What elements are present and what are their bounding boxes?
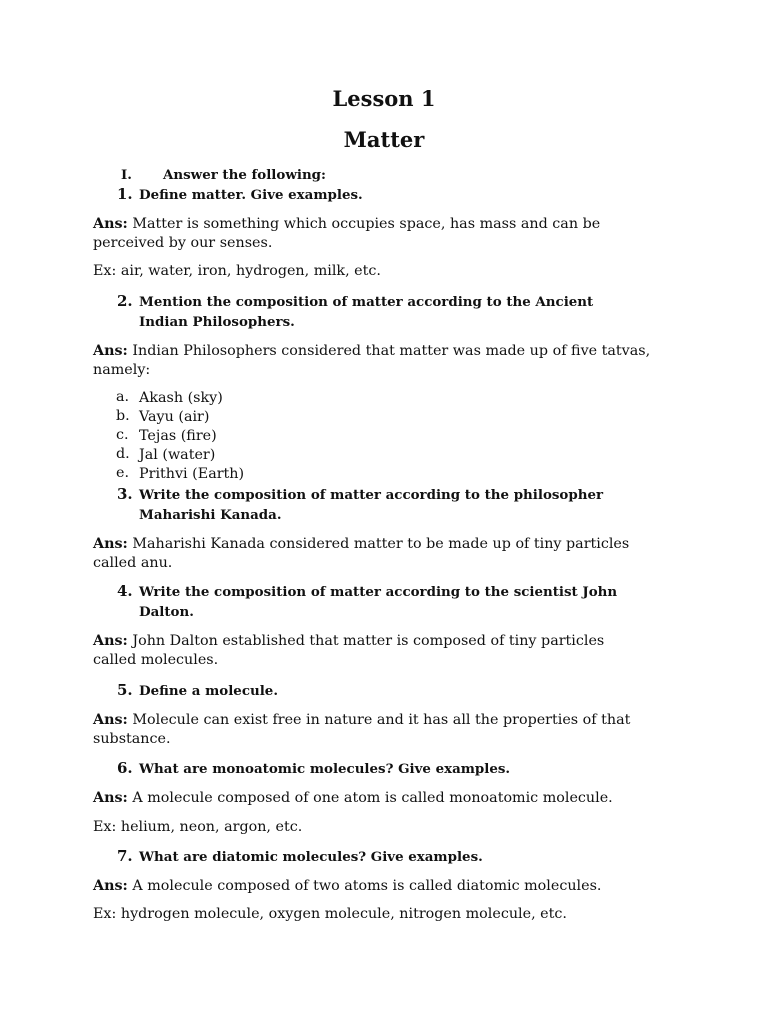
answer-text: Indian Philosophers considered that matter was made up of five tatvas,	[132, 343, 651, 359]
list-item-text: Akash (sky)	[139, 390, 223, 406]
answer-line	[93, 342, 650, 361]
answer-text: called molecules.	[93, 652, 219, 668]
section-heading: Answer the following:	[163, 167, 326, 183]
answer-line	[93, 789, 613, 808]
question-text: Maharishi Kanada.	[139, 507, 282, 523]
answer-line	[93, 877, 601, 896]
answer-text: namely:	[93, 362, 151, 378]
answer-label: Ans:	[93, 878, 128, 894]
question-number: 1.	[117, 185, 133, 203]
answer-text: Maharishi Kanada considered matter to be made up of tiny particles	[132, 536, 630, 552]
example-text: Ex: air, water, iron, hydrogen, milk, etc.	[93, 263, 381, 279]
example-text: Ex: helium, neon, argon, etc.	[93, 819, 303, 835]
list-item-text: Vayu (air)	[139, 409, 210, 425]
question-text: Write the composition of matter according to the philosopher	[139, 487, 604, 503]
answer-text: John Dalton established that matter is composed of tiny particles	[132, 633, 605, 649]
answer-line	[93, 535, 629, 554]
answer-text: Molecule can exist free in nature and it has all the properties of that	[132, 712, 631, 728]
answer-text: A molecule composed of two atoms is called diatomic molecules.	[132, 878, 602, 894]
answer-text: called anu.	[93, 555, 173, 571]
answer-line	[93, 215, 600, 234]
lesson-title: Lesson 1	[332, 86, 436, 111]
list-item-label: d.	[116, 446, 130, 462]
answer-text: perceived by our senses.	[93, 235, 273, 251]
list-item-label: e.	[116, 465, 130, 481]
question-text: Define matter. Give examples.	[139, 187, 363, 203]
answer-text: A molecule composed of one atom is called monoatomic molecule.	[132, 790, 613, 806]
question-number: 4.	[117, 582, 133, 600]
section-numeral: I.	[121, 167, 132, 183]
example-text: Ex: hydrogen molecule, oxygen molecule, nitrogen molecule, etc.	[93, 906, 567, 922]
question-text: Dalton.	[139, 604, 194, 620]
answer-label: Ans:	[93, 216, 128, 232]
question-text: Define a molecule.	[139, 683, 278, 699]
question-number: 5.	[117, 681, 133, 699]
question-text: What are monoatomic molecules? Give examples.	[139, 761, 511, 777]
question-number: 3.	[117, 485, 133, 503]
answer-label: Ans:	[93, 633, 128, 649]
list-item-text: Jal (water)	[139, 447, 216, 463]
answer-label: Ans:	[93, 790, 128, 806]
list-item-label: c.	[116, 427, 129, 443]
question-text: Indian Philosophers.	[139, 314, 295, 330]
question-text: Write the composition of matter according to the scientist John	[139, 584, 618, 600]
question-number: 7.	[117, 847, 133, 865]
answer-text: substance.	[93, 731, 171, 747]
question-text: What are diatomic molecules? Give examples.	[139, 849, 483, 865]
answer-label: Ans:	[93, 536, 128, 552]
answer-line	[93, 632, 604, 651]
answer-label: Ans:	[93, 712, 128, 728]
list-item-label: a.	[116, 389, 130, 405]
lesson-subtitle: Matter	[343, 127, 425, 152]
question-text: Mention the composition of matter according to the Ancient	[139, 294, 594, 310]
answer-line	[93, 711, 630, 730]
answer-text: Matter is something which occupies space, has mass and can be	[132, 216, 601, 232]
list-item-label: b.	[116, 408, 130, 424]
list-item-text: Tejas (fire)	[139, 428, 217, 444]
answer-label: Ans:	[93, 343, 128, 359]
question-number: 2.	[117, 292, 133, 310]
list-item-text: Prithvi (Earth)	[139, 466, 245, 482]
question-number: 6.	[117, 759, 133, 777]
